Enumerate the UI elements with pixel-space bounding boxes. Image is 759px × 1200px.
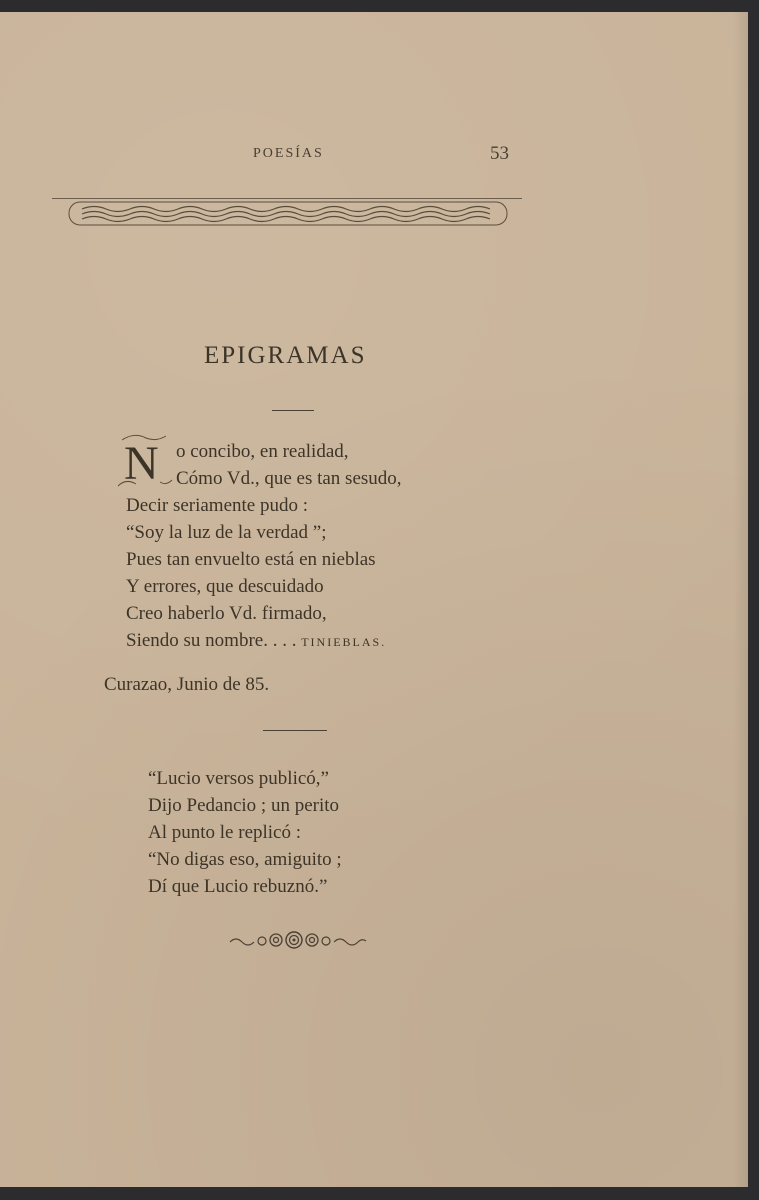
verse-line: Dí que Lucio rebuznó.” [148, 876, 328, 897]
running-head: POESÍAS [253, 146, 324, 161]
place-date-signature: Curazao, Junio de 85. [104, 674, 270, 695]
page-edge-shadow [733, 12, 748, 1187]
header-rule [52, 198, 522, 199]
separator-rule [263, 730, 327, 731]
verse-line: Dijo Pedancio ; un perito [148, 795, 340, 816]
verse-line-last-end: TINIEBLAS. [301, 635, 387, 649]
verse-line: Y errores, que descuidado [126, 576, 324, 597]
verse-line: Decir seriamente pudo : [126, 495, 309, 516]
verse-line: Pues tan envuelto está en nieblas [126, 549, 376, 570]
verse-line: “Lucio versos publicó,” [148, 768, 329, 789]
drop-cap: N [124, 437, 159, 490]
page-number: 53 [490, 143, 509, 164]
verse-line: Creo haberlo Vd. firmado, [126, 603, 327, 624]
verse-line: “Soy la luz de la verdad ”; [126, 522, 327, 543]
verse-line: o concibo, en realidad, [176, 441, 349, 462]
spiral-tailpiece-icon [228, 928, 368, 952]
wave-ornament-band [68, 200, 508, 228]
book-page [0, 12, 748, 1187]
epigram-2-verse [148, 765, 342, 900]
verse-line: Cómo Vd., que es tan sesudo, [176, 468, 402, 489]
title-rule [272, 410, 314, 411]
verse-line-last [126, 627, 402, 654]
verse-line: “No digas eso, amiguito ; [148, 849, 342, 870]
epigram-1-verse [126, 438, 402, 654]
verse-line: Al punto le replicó : [148, 822, 302, 843]
verse-line-last-start: Siendo su nombre. . . . [126, 630, 302, 651]
section-title: EPIGRAMAS [204, 342, 367, 369]
